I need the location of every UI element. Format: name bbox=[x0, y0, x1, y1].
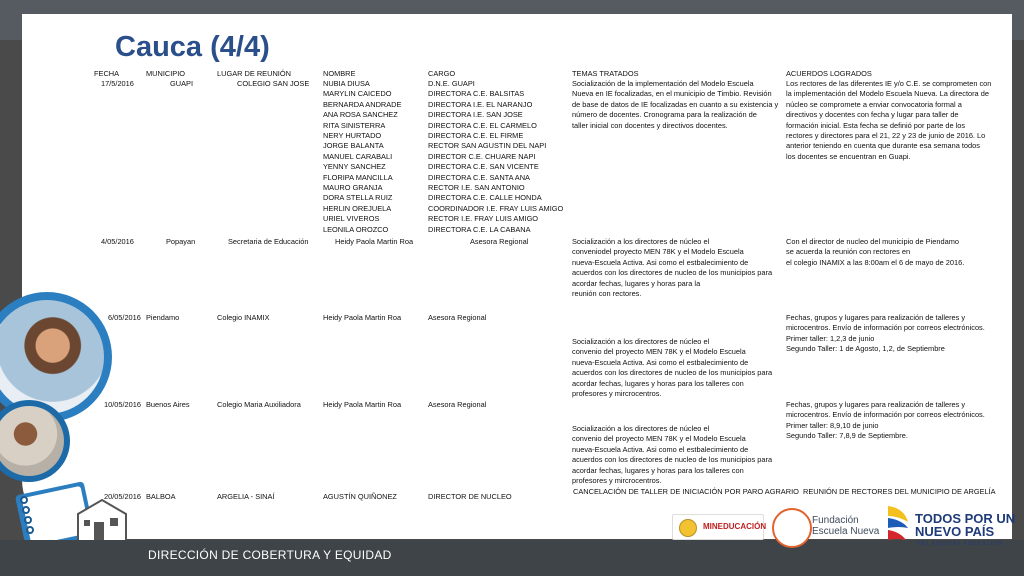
text-line: formación inicial. Esta fecha se definió por parte de los bbox=[786, 120, 966, 130]
text-line: nueva-Escuela Activa. Asi como el estbalecimiento de bbox=[572, 257, 749, 267]
list-item: DIRECTORA C.E. SAN VICENTE bbox=[428, 162, 539, 172]
row4-acuerdos bbox=[786, 400, 985, 442]
list-item: YENNY SANCHEZ bbox=[323, 162, 386, 172]
text-line: acordar fechas, lugares y horas para los talleres con bbox=[572, 465, 744, 475]
list-item: MAURO GRANJA bbox=[323, 183, 383, 193]
text-line: Segundo Taller: 7,8,9 de Septiembre. bbox=[786, 431, 908, 441]
row2-fecha: 4/05/2016 bbox=[101, 237, 134, 246]
row5-lugar: ARGELIA - SINAÍ bbox=[217, 492, 275, 501]
col-temas: TEMAS TRATADOS bbox=[572, 69, 639, 78]
list-item: DIRECTORA C.E. SANTA ANA bbox=[428, 172, 530, 182]
text-line: la implementación del Modelo Escuela Nueva. La directora de bbox=[786, 89, 989, 99]
list-item: RECTOR SAN AGUSTIN DEL NAPI bbox=[428, 141, 547, 151]
row1-municipio: GUAPI bbox=[170, 79, 193, 88]
list-item: DIRECTORA C.E. EL FIRME bbox=[428, 131, 524, 141]
row2-acuerdos bbox=[786, 237, 964, 268]
text-line: núcleo se compromete a enviar convocatoria formal a bbox=[786, 99, 962, 109]
list-item: NUBIA DIUSA bbox=[323, 79, 370, 88]
text-line: acordar fechas, lugares y horas para los talleres con bbox=[572, 378, 744, 388]
text-line: profesores y mircrocentros. bbox=[572, 389, 662, 399]
row5-fecha: 20/05/2016 bbox=[104, 492, 141, 501]
list-item: DIRECTORA C.E. BALSITAS bbox=[428, 89, 525, 99]
logo-text-line: TODOS POR UN bbox=[915, 511, 1016, 526]
row5-temas: CANCELACIÓN DE TALLER DE INICIACIÓN POR PARO AGRARIO bbox=[573, 487, 799, 496]
fundacion-escuela-nueva-logo-icon bbox=[772, 508, 812, 548]
text-line: microcentros. Envío de información por correos electrónicos. bbox=[786, 323, 985, 333]
row3-nombre: Heidy Paola Martin Roa bbox=[323, 313, 402, 322]
row3-lugar: Colegio INAMIX bbox=[217, 313, 270, 322]
text-line: convenio del proyecto MEN 78K y el Modelo Escuela bbox=[572, 434, 746, 444]
col-cargo: CARGO bbox=[428, 69, 456, 78]
mineducacion-text: MINEDUCACIÓN bbox=[703, 522, 767, 531]
row5-municipio: BALBOA bbox=[146, 492, 176, 501]
slide-title: Cauca (4/4) bbox=[115, 31, 270, 63]
row5-nombre: AGUSTÍN QUIÑONEZ bbox=[323, 492, 397, 501]
text-line: Socialización a los directores de núcleo el bbox=[572, 237, 710, 246]
row4-lugar: Colegio Maria Auxiliadora bbox=[217, 400, 301, 409]
list-item: DIRECTORA I.E. EL NARANJO bbox=[428, 99, 533, 109]
text-line: Los rectores de las diferentes IE y/o C.E. se comprometen con bbox=[786, 79, 992, 88]
row3-fecha: 6/05/2016 bbox=[108, 313, 141, 322]
text-line: Con el director de nucleo del municipio de Piendamo bbox=[786, 237, 959, 246]
row5-acuerdos: REUNIÓN DE RECTORES DEL MUNICIPIO DE ARGELÍA bbox=[803, 487, 996, 496]
text-line: Socialización de la implementación del Modelo Escuela bbox=[572, 79, 754, 88]
list-item: MARYLIN CAICEDO bbox=[323, 89, 392, 99]
text-line: rectores y directores para el 21, 22 y 23 de junio de 2016. Lo bbox=[786, 131, 986, 141]
list-item: LEONILA OROZCO bbox=[323, 224, 389, 234]
col-fecha: FECHA bbox=[94, 69, 120, 78]
text-line: los docentes se encuentran en Guapi. bbox=[786, 151, 911, 161]
colombia-seal-icon bbox=[679, 519, 697, 537]
text-line: convenio del proyecto MEN 78K y el Modelo Escuela bbox=[572, 347, 746, 357]
row4-municipio: Buenos Aires bbox=[146, 400, 190, 409]
row2-municipio: Popayan bbox=[166, 237, 196, 246]
list-item: DIRECTORA C.E. LA CABANA bbox=[428, 224, 531, 234]
logo-text-line: Escuela Nueva bbox=[812, 526, 880, 537]
col-nombre: NOMBRE bbox=[323, 69, 356, 78]
text-line: conveniodel proyecto MEN 78K y el Modelo Escuela bbox=[572, 247, 744, 257]
list-item: DIRECTORA I.E. SAN JOSE bbox=[428, 110, 523, 120]
text-line: Fechas, grupos y lugares para realización de talleres y bbox=[786, 313, 966, 322]
school-notebook-icon bbox=[14, 470, 134, 548]
text-line: se acuerda la reunión con rectores en bbox=[786, 247, 911, 257]
footer-title: DIRECCIÓN DE COBERTURA Y EQUIDAD bbox=[148, 548, 392, 562]
row3-municipio: Piendamo bbox=[146, 313, 180, 322]
student-photo bbox=[0, 406, 64, 476]
text-line: de base de datos de IE focalizadas en cuanto a su existencia y bbox=[572, 99, 779, 109]
list-item: URIEL VIVEROS bbox=[323, 214, 380, 224]
text-line: Socialización a los directores de núcleo el bbox=[572, 337, 710, 346]
row4-nombre: Heidy Paola Martin Roa bbox=[323, 400, 402, 409]
list-item: JORGE BALANTA bbox=[323, 141, 384, 151]
list-item: DIRECTOR C.E. CHUARE NAPI bbox=[428, 151, 536, 161]
col-municipio: MUNICIPIO bbox=[146, 69, 186, 78]
text-line: Primer taller: 8,9,10 de junio bbox=[786, 420, 879, 430]
text-line: acordar fechas, lugares y horas para la bbox=[572, 278, 701, 288]
list-item: ANA ROSA SANCHEZ bbox=[323, 110, 398, 120]
text-line: directivos y docentes con fecha y lugar para taller de bbox=[786, 110, 959, 120]
list-item: D.N.E. GUAPI bbox=[428, 79, 475, 88]
col-lugar: LUGAR DE REUNIÓN bbox=[217, 69, 291, 78]
row2-lugar: Secretaria de Educación bbox=[228, 237, 309, 246]
col-acuerdos: ACUERDOS LOGRADOS bbox=[786, 69, 872, 78]
text-line: profesores y mircrocentros. bbox=[572, 476, 662, 486]
text-line: acuerdos con los directores de nucleo de los municipios para bbox=[572, 368, 773, 378]
row3-temas bbox=[572, 337, 772, 399]
row2-temas bbox=[572, 237, 772, 299]
fundacion-escuela-nueva-text bbox=[812, 515, 879, 537]
mineducacion-logo bbox=[672, 514, 767, 540]
text-line: Segundo Taller: 1 de Agosto, 1,2, de Septiembre bbox=[786, 344, 945, 354]
row5-cargo: DIRECTOR DE NUCLEO bbox=[428, 492, 512, 501]
list-item: DORA STELLA RUIZ bbox=[323, 193, 393, 203]
list-item: HERLIN OREJUELA bbox=[323, 203, 392, 213]
todos-por-un-nuevo-pais-icon bbox=[884, 502, 912, 544]
logo-text-line: NUEVO PAÍS bbox=[915, 524, 995, 539]
text-line: acuerdos con los directores de nucleo de los municipios para bbox=[572, 268, 773, 278]
text-line: número de docentes. Cronograma para la realización de bbox=[572, 110, 757, 120]
row2-nombre: Heidy Paola Martin Roa bbox=[335, 237, 414, 246]
row3-acuerdos bbox=[786, 313, 985, 355]
list-item: BERNARDA ANDRADE bbox=[323, 99, 402, 109]
text-line: taller inicial con docentes y directivos docentes. bbox=[572, 120, 728, 130]
list-item: FLORIPA MANCILLA bbox=[323, 172, 393, 182]
row1-fecha: 17/5/2016 bbox=[101, 79, 134, 88]
list-item: DIRECTORA C.E. CALLE HONDA bbox=[428, 193, 542, 203]
text-line: Fechas, grupos y lugares para realización de talleres y bbox=[786, 400, 966, 409]
list-item: RECTOR I.E. FRAY LUIS AMIGO bbox=[428, 214, 539, 224]
row3-cargo: Asesora Regional bbox=[428, 313, 487, 322]
text-line: nueva-Escuela Activa. Asi como el estbalecimiento de bbox=[572, 444, 749, 454]
list-item: DIRECTORA C.E. EL CARMELO bbox=[428, 120, 537, 130]
logo-text-line: Fundación bbox=[812, 515, 859, 526]
row1-nombres bbox=[323, 79, 401, 235]
child-photo bbox=[0, 300, 104, 414]
row1-cargos bbox=[428, 79, 563, 235]
text-line: el colegio INAMIX a las 8:00am el 6 de mayo de 2016. bbox=[786, 257, 965, 267]
tpu-subtitle: PAZ EQUIDAD EDUCACIÓN bbox=[917, 541, 1003, 547]
row1-lugar: COLEGIO SAN JOSE bbox=[237, 79, 310, 88]
text-line: anterior teniendo en cuenta que durante esa semana todos bbox=[786, 141, 980, 151]
row4-temas bbox=[572, 424, 772, 486]
text-line: reunión con rectores. bbox=[572, 289, 642, 299]
list-item: MANUEL CARABALI bbox=[323, 151, 393, 161]
list-item: NERY HURTADO bbox=[323, 131, 382, 141]
text-line: microcentros. Envío de información por correos electrónicos. bbox=[786, 410, 985, 420]
list-item: RECTOR I.E. SAN ANTONIO bbox=[428, 183, 525, 193]
todos-por-un-nuevo-pais-text bbox=[915, 512, 1015, 538]
text-line: Primer taller: 1,2,3 de junio bbox=[786, 333, 875, 343]
row1-acuerdos bbox=[786, 79, 991, 162]
row2-cargo: Asesora Regional bbox=[470, 237, 529, 246]
text-line: Socialización a los directores de núcleo el bbox=[572, 424, 710, 433]
row4-fecha: 10/05/2016 bbox=[104, 400, 141, 409]
list-item: COORDINADOR I.E. FRAY LUIS AMIGO bbox=[428, 203, 564, 213]
text-line: Nueva en IE focalizadas, en el municipio de Timbio. Revisión bbox=[572, 89, 772, 99]
row4-cargo: Asesora Regional bbox=[428, 400, 487, 409]
text-line: acuerdos con los directores de nucleo de los municipios para bbox=[572, 455, 773, 465]
row1-temas bbox=[572, 79, 778, 131]
list-item: RITA SINISTERRA bbox=[323, 120, 386, 130]
text-line: nueva-Escuela Activa. Asi como el estbalecimiento de bbox=[572, 357, 749, 367]
